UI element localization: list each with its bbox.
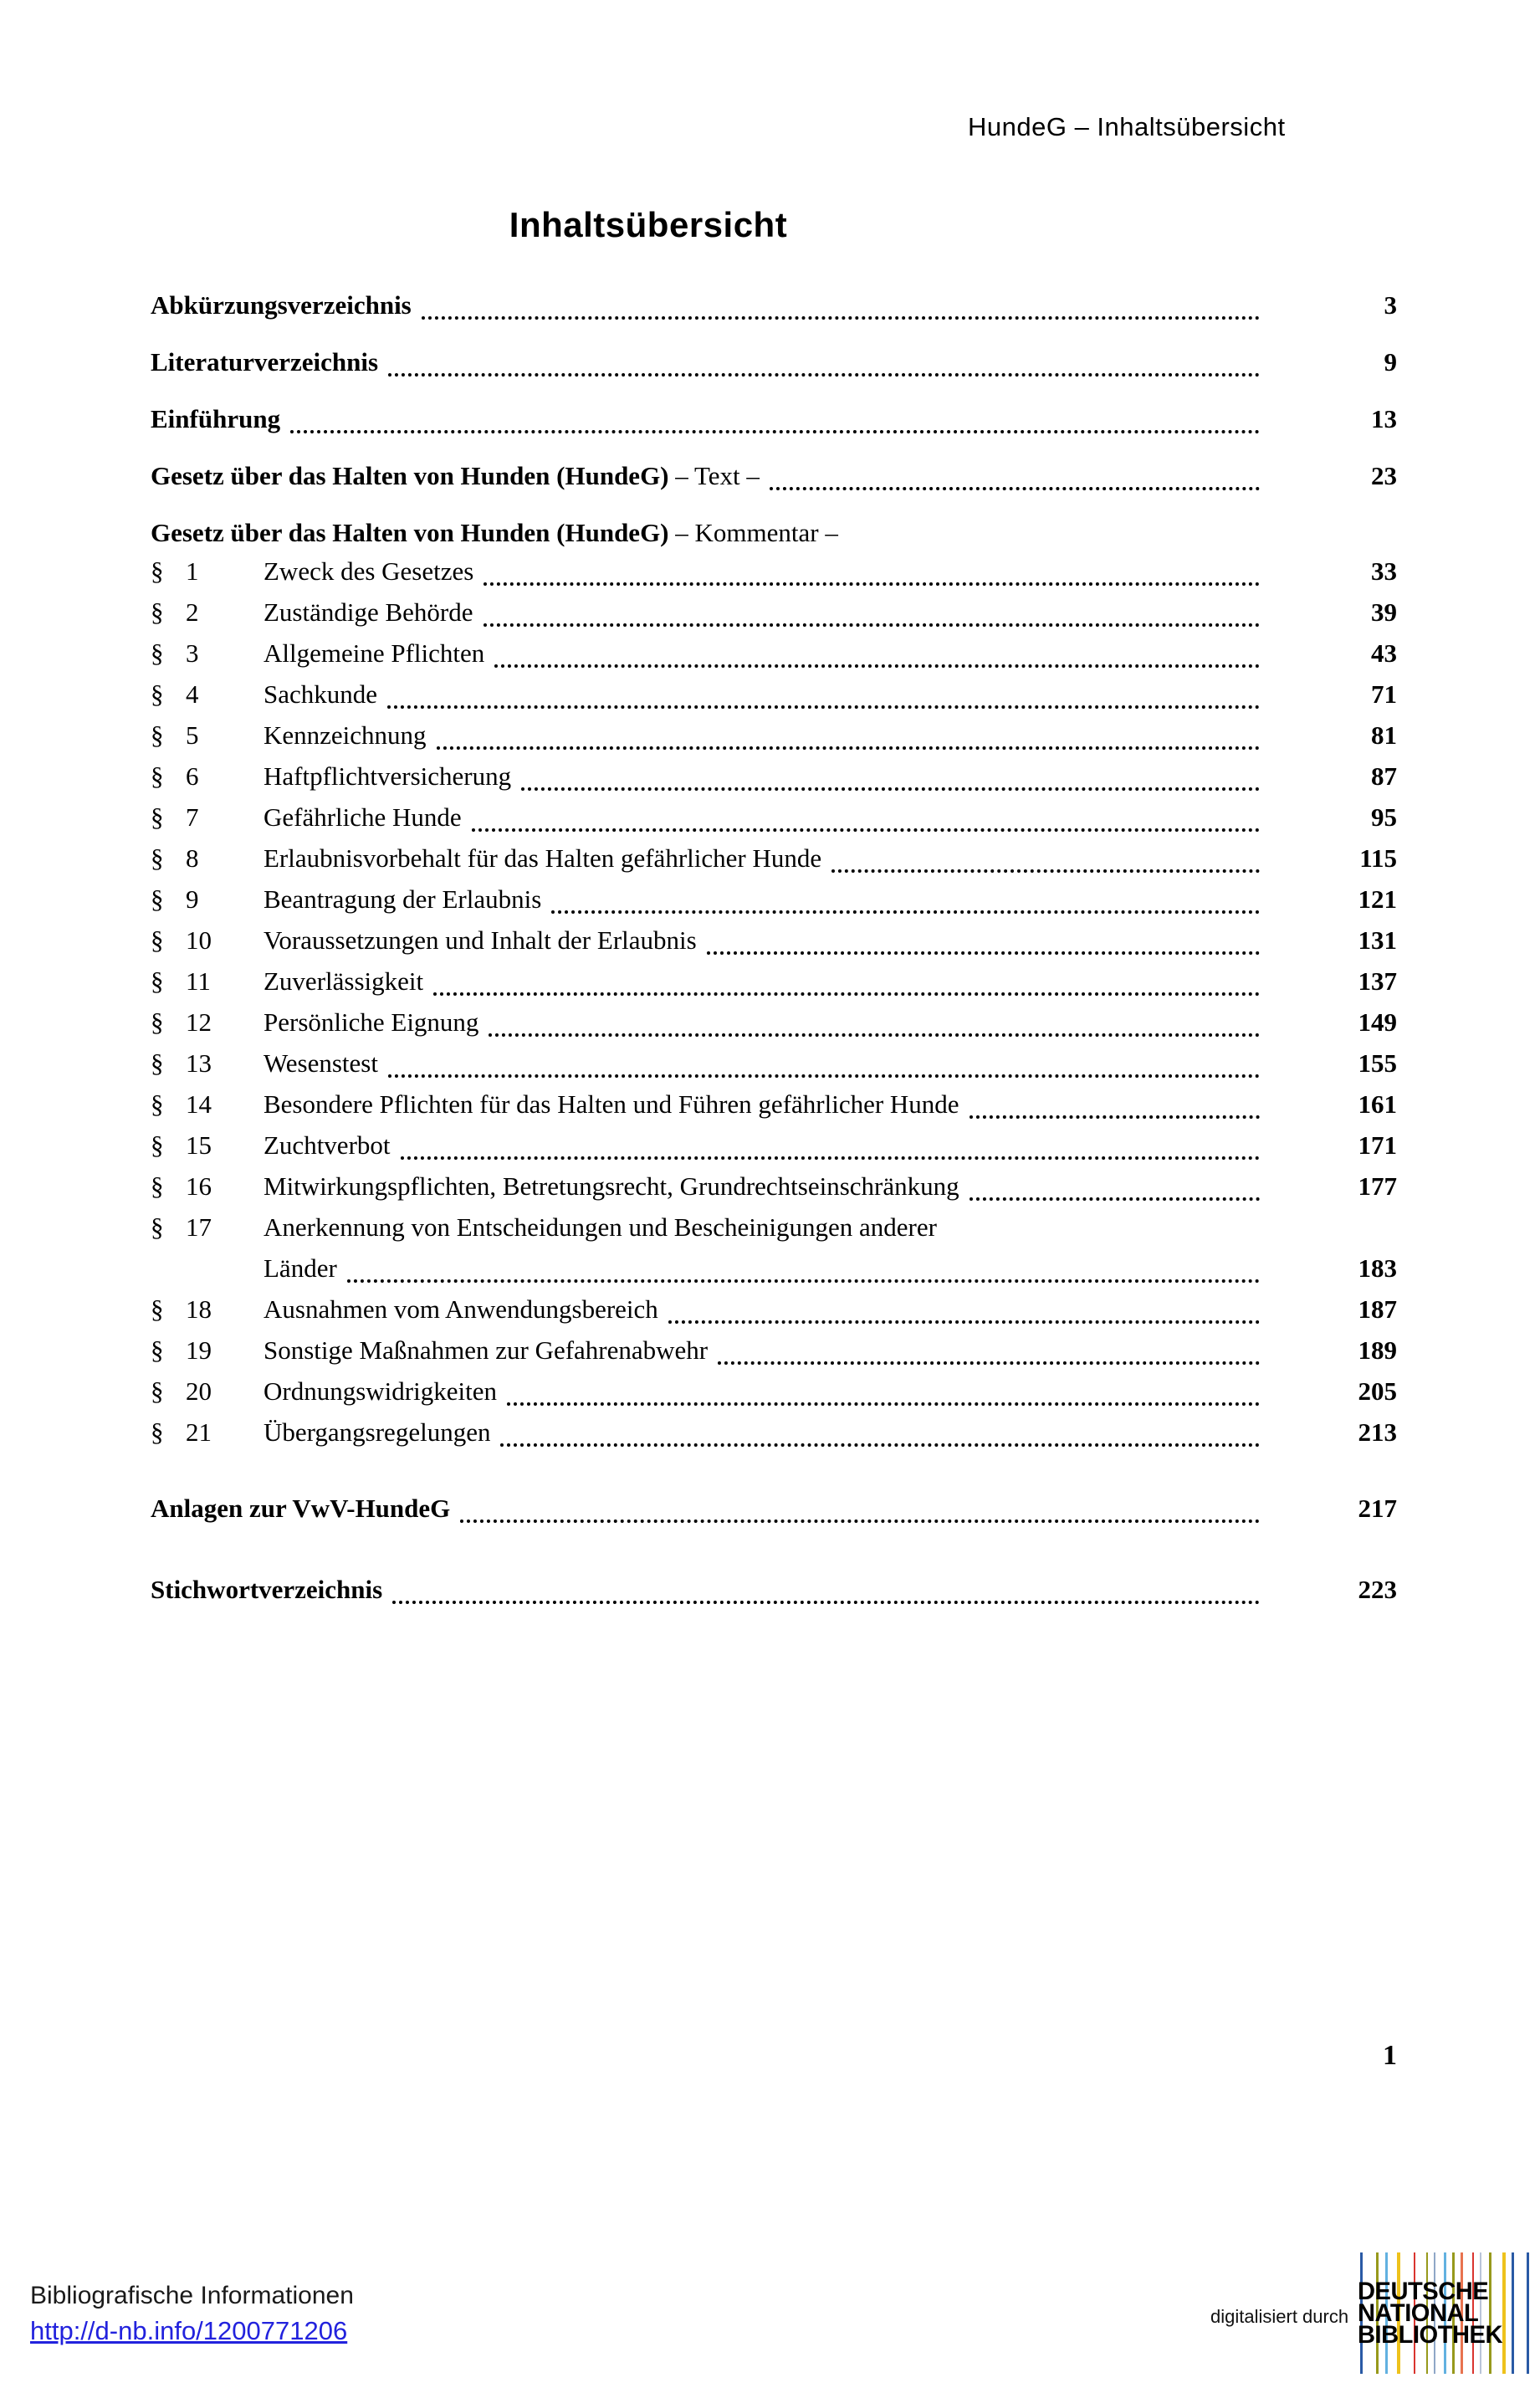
section-number: 10	[186, 925, 212, 955]
toc-page-number: 171	[1358, 1130, 1397, 1160]
logo-text-line: NATIONAL	[1358, 2299, 1479, 2327]
section-number: 19	[186, 1335, 212, 1365]
toc-page-number: 9	[1384, 347, 1397, 377]
logo-stripe	[1512, 2252, 1514, 2374]
dotted-leader	[460, 1492, 1260, 1523]
paragraph-label	[151, 1006, 263, 1039]
toc-page-number: 23	[1371, 461, 1397, 490]
section-sign: §	[151, 556, 164, 586]
paragraph-label	[151, 883, 263, 916]
section-sign: §	[151, 1130, 164, 1160]
toc-page-number: 33	[1371, 556, 1397, 586]
toc-row	[151, 1006, 1397, 1047]
toc-page-number: 3	[1384, 290, 1397, 320]
toc-page-number: 149	[1358, 1007, 1397, 1037]
dotted-leader	[401, 1129, 1260, 1160]
section-sign: §	[151, 925, 164, 955]
section-sign: §	[151, 679, 164, 709]
section-number: 15	[186, 1130, 212, 1160]
dotted-leader	[668, 1293, 1260, 1324]
toc-page-number: 71	[1371, 679, 1397, 709]
section-sign: §	[151, 1376, 164, 1406]
toc-entry-label: Länder	[263, 1253, 337, 1283]
toc-row	[151, 459, 1397, 516]
section-sign: §	[151, 966, 164, 996]
paragraph-label	[151, 924, 263, 957]
section-sign: §	[151, 638, 164, 668]
section-number: 7	[186, 802, 199, 832]
toc-row	[151, 1416, 1397, 1457]
section-sign: §	[151, 720, 164, 750]
toc-row	[151, 883, 1397, 924]
paragraph-label	[151, 1129, 263, 1162]
paragraph-label	[151, 1375, 263, 1408]
toc-row	[151, 596, 1397, 637]
paragraph-label	[151, 1334, 263, 1367]
dotted-leader	[500, 1416, 1260, 1447]
toc-entry-label: Kennzeichnung	[263, 720, 427, 750]
dotted-leader	[388, 346, 1260, 377]
toc-page-number: 43	[1371, 638, 1397, 668]
paragraph-label	[151, 1088, 263, 1121]
section-sign: §	[151, 1294, 164, 1324]
section-number: 2	[186, 597, 199, 627]
toc-row	[151, 1492, 1397, 1522]
toc-entry-label: Anerkennung von Entscheidungen und Bescheinigungen anderer	[263, 1212, 937, 1242]
dotted-leader	[392, 1573, 1260, 1604]
section-number: 13	[186, 1048, 212, 1078]
dotted-leader	[718, 1334, 1260, 1365]
dnb-logo	[1349, 2252, 1533, 2374]
toc-page-number: 131	[1358, 925, 1397, 955]
toc-entry-label: Voraussetzungen und Inhalt der Erlaubnis	[263, 925, 697, 955]
toc-page-number: 95	[1371, 802, 1397, 832]
toc-row	[151, 1252, 1397, 1293]
paragraph-label	[151, 596, 263, 629]
toc-row	[151, 346, 1397, 402]
folio-page-number: 1	[1383, 2040, 1397, 2071]
paragraph-label	[151, 555, 263, 588]
toc-page-number: 189	[1358, 1335, 1397, 1365]
dotted-leader	[494, 637, 1260, 668]
toc-entry-label: Wesenstest	[263, 1048, 378, 1078]
toc-entry-label: Übergangsregelungen	[263, 1417, 491, 1447]
toc-row	[151, 801, 1397, 842]
logo-stripe	[1527, 2252, 1529, 2374]
section-number: 12	[186, 1007, 212, 1037]
toc-entry-label: Einführung	[151, 404, 281, 433]
paragraph-label	[151, 678, 263, 711]
logo-text-line: BIBLIOTHEK	[1358, 2321, 1502, 2349]
section-number: 21	[186, 1417, 212, 1447]
section-sign: §	[151, 1007, 164, 1037]
toc-entry-label: Haftpflichtversicherung	[263, 761, 512, 791]
dotted-leader	[489, 1006, 1260, 1037]
section-sign: §	[151, 1417, 164, 1447]
toc-entry-label: Zuchtverbot	[263, 1130, 391, 1160]
toc-row	[151, 555, 1397, 596]
toc-page-number: 39	[1371, 597, 1397, 627]
dnb-logo-text	[1358, 2278, 1502, 2349]
section-number: 6	[186, 761, 199, 791]
toc-page-number: 205	[1358, 1376, 1397, 1406]
section-number: 3	[186, 638, 199, 668]
toc-row	[151, 516, 1397, 555]
toc-row	[151, 1334, 1397, 1375]
dotted-leader	[831, 842, 1260, 873]
toc-page-number: 137	[1358, 966, 1397, 996]
section-sign: §	[151, 597, 164, 627]
toc-entry-label: Persönliche Eignung	[263, 1007, 479, 1037]
toc-row	[151, 1375, 1397, 1416]
section-sign: §	[151, 1048, 164, 1078]
logo-text-line: DEUTSCHE	[1358, 2278, 1489, 2305]
toc-entry-label: Sonstige Maßnahmen zur Gefahrenabwehr	[263, 1335, 709, 1365]
dotted-leader	[472, 801, 1260, 832]
toc-entry-label: Allgemeine Pflichten	[263, 638, 485, 668]
bibliographic-footer	[30, 2278, 354, 2348]
toc-entry-label: Sachkunde	[263, 679, 378, 709]
toc-entry-label: Anlagen zur VwV-HundeG	[151, 1494, 451, 1523]
section-sign: §	[151, 1212, 164, 1242]
toc-entry-label: Beantragung der Erlaubnis	[263, 884, 542, 914]
toc-entry-label: Erlaubnisvorbehalt für das Halten gefährlicher Hunde	[263, 843, 822, 873]
dotted-leader	[507, 1375, 1260, 1406]
paragraph-label	[151, 965, 263, 998]
toc-entry-label: Literaturverzeichnis	[151, 347, 379, 377]
toc	[151, 289, 1397, 1603]
toc-row	[151, 1211, 1397, 1252]
dotted-leader	[437, 719, 1260, 750]
toc-entry-label: Besondere Pflichten für das Halten und Führen gefährlicher Hunde	[263, 1089, 959, 1119]
dotted-leader	[521, 760, 1260, 791]
toc-entry-label: Mitwirkungspflichten, Betretungsrecht, Grundrechtseinschränkung	[263, 1171, 959, 1201]
paragraph-label	[151, 842, 263, 875]
toc-row	[151, 1293, 1397, 1334]
dotted-leader	[290, 402, 1260, 433]
toc-entry-label: Zweck des Gesetzes	[263, 556, 474, 586]
toc-page-number: 87	[1371, 761, 1397, 791]
toc-row	[151, 924, 1397, 965]
paragraph-label	[151, 719, 263, 752]
section-number: 17	[186, 1212, 212, 1242]
toc-page-number: 161	[1358, 1089, 1397, 1119]
paragraph-label	[151, 637, 263, 670]
section-number: 11	[186, 966, 211, 996]
section-sign: §	[151, 1335, 164, 1365]
toc-row	[151, 760, 1397, 801]
toc-row	[151, 1047, 1397, 1088]
section-number: 9	[186, 884, 199, 914]
toc-entry-label: Gefährliche Hunde	[263, 802, 462, 832]
toc-page-number: 177	[1358, 1171, 1397, 1201]
paragraph-label	[151, 760, 263, 793]
toc-page-number: 13	[1371, 404, 1397, 433]
toc-entry-label: Gesetz über das Halten von Hunden (HundeG) – Text –	[151, 461, 760, 490]
toc-row	[151, 637, 1397, 678]
dotted-leader	[970, 1088, 1260, 1119]
dotted-leader	[387, 678, 1260, 709]
page-title: Inhaltsübersicht	[509, 205, 788, 244]
section-number: 16	[186, 1171, 212, 1201]
paragraph-label	[151, 1416, 263, 1449]
dotted-leader	[433, 965, 1260, 996]
toc-entry-label: Ordnungswidrigkeiten	[263, 1376, 497, 1406]
section-sign: §	[151, 1171, 164, 1201]
toc-row	[151, 402, 1397, 459]
paragraph-label	[151, 801, 263, 834]
dotted-leader	[970, 1170, 1260, 1201]
dotted-leader	[707, 924, 1260, 955]
section-number: 8	[186, 843, 199, 873]
toc-page-number: 155	[1358, 1048, 1397, 1078]
section-sign: §	[151, 884, 164, 914]
toc-row	[151, 289, 1397, 346]
dotted-leader	[388, 1047, 1260, 1078]
toc-entry-label: Ausnahmen vom Anwendungsbereich	[263, 1294, 658, 1324]
section-sign: §	[151, 1089, 164, 1119]
section-number: 18	[186, 1294, 212, 1324]
section-sign: §	[151, 761, 164, 791]
toc-page-number: 223	[1358, 1575, 1397, 1604]
toc-row	[151, 1088, 1397, 1129]
dotted-leader	[483, 596, 1260, 627]
toc-page-number: 217	[1358, 1494, 1397, 1523]
paragraph-label	[151, 1293, 263, 1326]
dotted-leader	[483, 555, 1260, 586]
toc-row	[151, 842, 1397, 883]
dotted-leader	[422, 289, 1260, 320]
dotted-leader	[551, 883, 1260, 914]
toc-entry-label: Stichwortverzeichnis	[151, 1575, 383, 1604]
dotted-leader	[347, 1252, 1260, 1283]
section-number: 5	[186, 720, 199, 750]
section-number: 1	[186, 556, 199, 586]
digitized-by-label: digitalisiert durch	[1210, 2306, 1349, 2327]
bibliographic-info-label: Bibliografische Informationen	[30, 2282, 354, 2309]
toc-row	[151, 1129, 1397, 1170]
toc-entry-label: Gesetz über das Halten von Hunden (HundeG) – Kommentar –	[151, 518, 838, 547]
dotted-leader	[770, 459, 1260, 490]
logo-stripe	[1502, 2252, 1506, 2374]
paragraph-label	[151, 1170, 263, 1203]
toc-row	[151, 1573, 1397, 1603]
section-sign: §	[151, 843, 164, 873]
toc-row	[151, 719, 1397, 760]
toc-entry-label: Zuverlässigkeit	[263, 966, 424, 996]
toc-page-number: 115	[1359, 843, 1397, 873]
toc-entry-label: Abkürzungsverzeichnis	[151, 290, 412, 320]
running-header: HundeG – Inhaltsübersicht	[968, 112, 1286, 141]
section-number: 20	[186, 1376, 212, 1406]
toc-entry-label: Zuständige Behörde	[263, 597, 473, 627]
dnb-permalink[interactable]: http://d-nb.info/1200771206	[30, 2316, 348, 2345]
toc-page-number: 183	[1358, 1253, 1397, 1283]
paragraph-label	[151, 1047, 263, 1080]
toc-page-number: 121	[1358, 884, 1397, 914]
toc-page-number: 81	[1371, 720, 1397, 750]
section-number: 4	[186, 679, 199, 709]
toc-page-number: 187	[1358, 1294, 1397, 1324]
toc-row	[151, 965, 1397, 1006]
paragraph-label	[151, 1211, 263, 1244]
section-sign: §	[151, 802, 164, 832]
toc-row	[151, 678, 1397, 719]
toc-page-number: 213	[1358, 1417, 1397, 1447]
section-number: 14	[186, 1089, 212, 1119]
toc-row	[151, 1170, 1397, 1211]
